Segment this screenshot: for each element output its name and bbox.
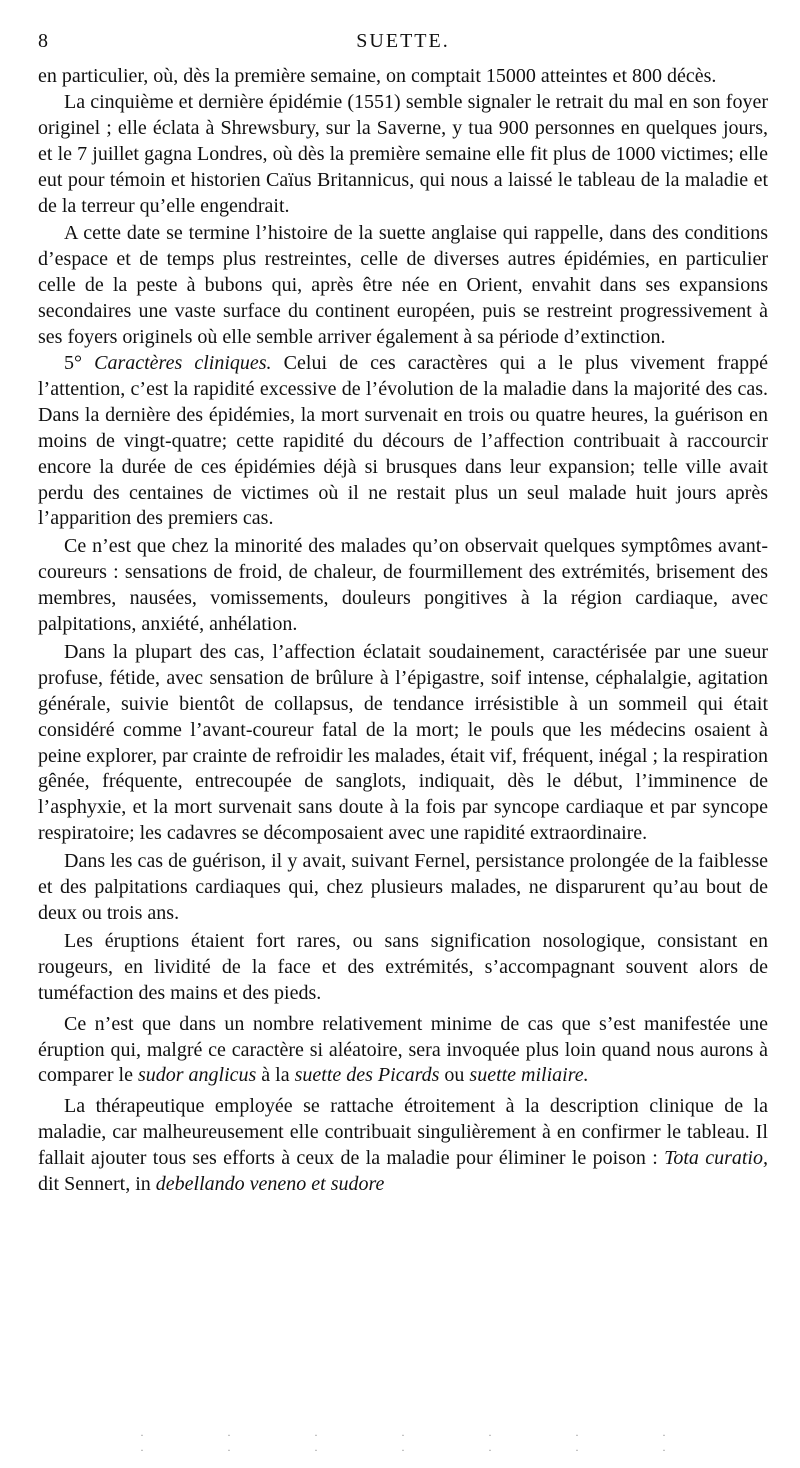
- paragraph-history-end: A cette date se termine l’histoire de la suette anglaise qui rappelle, dans des conditions d’espace et de temps plus restreintes, celle de diverses autres épidémies, en particulier celle de la peste à bubons qui, après être née en Orient, envahit dans ses expansions secondaires une vaste surface du continent européen, puis se restreint progressivement à ses foyers originels où elle semble arriver également à sa période d’extinction.: [38, 222, 768, 349]
- body-text: [38, 64, 768, 1198]
- paragraph-clinical-characters: [38, 351, 768, 532]
- italic-term: suette des Picards: [294, 1064, 440, 1087]
- paragraph-fifth-epidemic: La cinquième et dernière épidémie (1551) semble signaler le retrait du mal en son foyer originel ; elle éclata à Shrewsbury, sur la Saverne, y tua 900 personnes en quelques jours, et le 7 juillet gagna Londres, où dès la première semaine elle fit plus de 1000 victimes; elle eut pour témoin et historien Caïus Britannicus, qui nous a laissé le tableau de la maladie et de la terreur qu’elle engendrait.: [38, 90, 768, 217]
- running-title: SUETTE.: [356, 30, 450, 52]
- paragraph-symptoms: Dans la plupart des cas, l’affection éclatait soudainement, caractérisée par une sueur profuse, fétide, avec sensation de brûlure à l’épigastre, soif intense, céphalalgie, agitation générale, suivie bientôt de collapsus, de tendance irrésistible à un sommeil qui était considéré comme l’avant-coureur fatal de la mort; le pouls que les médecins osaient à peine explorer, par crainte de refroidir les malades, était vif, fréquent, inégal ; la respiration gênée, fréquente, entrecoupée de sanglots, indiquait, dès le début, l’imminence de l’asphyxie, et la mort survenait sans doute à la fois par syncope cardiaque et par syncope respiratoire; les cadavres se décomposaient avec une rapidité extraordinaire.: [38, 640, 768, 845]
- paragraph-text: ou: [439, 1064, 470, 1087]
- paragraph-text: Celui de ces caractères qui a le plus vivement frappé l’attention, c’est la rapidité excessive de l’évolution de la maladie dans la majorité des cas. Dans la dernière des épidémies, la mort survenait en trois ou quatre heures, la guérison en moins de vingt-quatre; cette rapidité du décours de l’affection contribuait à raccourcir encore la durée de ces épidémies déjà si brusques dans leur expansion; telle ville avait perdu des centaines de victimes où il ne restait plus un seul malade huit jours après l’apparition des premiers cas.: [38, 351, 769, 530]
- italic-quote: Tota curatio,: [664, 1147, 768, 1170]
- paragraph-recovery: Dans les cas de guérison, il y avait, suivant Fernel, persistance prolongée de la faiblesse et des palpitations cardiaques qui, chez plusieurs malades, ne disparurent qu’au bout de deux ou trois ans.: [38, 850, 768, 924]
- paragraph-text: La thérapeutique employée se rattache étroitement à la description clinique de la maladie, car malheureusement elle contribuait singulièrement à en confirmer le tableau. Il fallait ajouter tous ses efforts à ceux de la maladie pour éliminer le poison :: [38, 1095, 768, 1170]
- paragraph-therapeutics: [38, 1094, 768, 1198]
- section-number: 5°: [64, 351, 95, 374]
- paragraph-continued: en particulier, où, dès la première semaine, on comptait 15000 atteintes et 800 décès.: [38, 65, 717, 87]
- italic-quote: debellando veneno et sudore: [155, 1173, 385, 1196]
- paragraph-text: dit Sennert, in: [38, 1173, 156, 1196]
- italic-term: suette miliaire.: [469, 1064, 589, 1087]
- paragraph-text: Ce n’est que dans un nombre relativement minime de cas que s’est manifestée une éruption qui, malgré ce caractère si aléatoire, sera invoquée plus loin quand nous aurons à comparer le: [38, 1012, 768, 1087]
- paragraph-eruptions: Les éruptions étaient fort rares, ou sans signification nosologique, consistant en rougeurs, en lividité de la face et des extrémités, s’accompagnant souvent alors de tuméfaction des mains et des pieds.: [38, 929, 768, 1004]
- running-header: [38, 30, 768, 60]
- paragraph-prodromes: Ce n’est que chez la minorité des malades qu’on observait quelques symptômes avant-coureurs : sensations de froid, de chaleur, de fourmillement des extrémités, brisement des membres, nausées, vomissements, douleurs pongitives à la région cardiaque, avec palpitations, anxiété, anhélation.: [38, 535, 768, 636]
- page-number: 8: [38, 30, 49, 52]
- paragraph-text: à la: [256, 1064, 295, 1087]
- paragraph-miliary: [38, 1012, 768, 1090]
- section-heading: Caractères cliniques.: [94, 351, 272, 374]
- scan-artifacts: · · · · · · · · · · · · · ·: [140, 1428, 706, 1457]
- italic-term: sudor anglicus: [137, 1064, 257, 1087]
